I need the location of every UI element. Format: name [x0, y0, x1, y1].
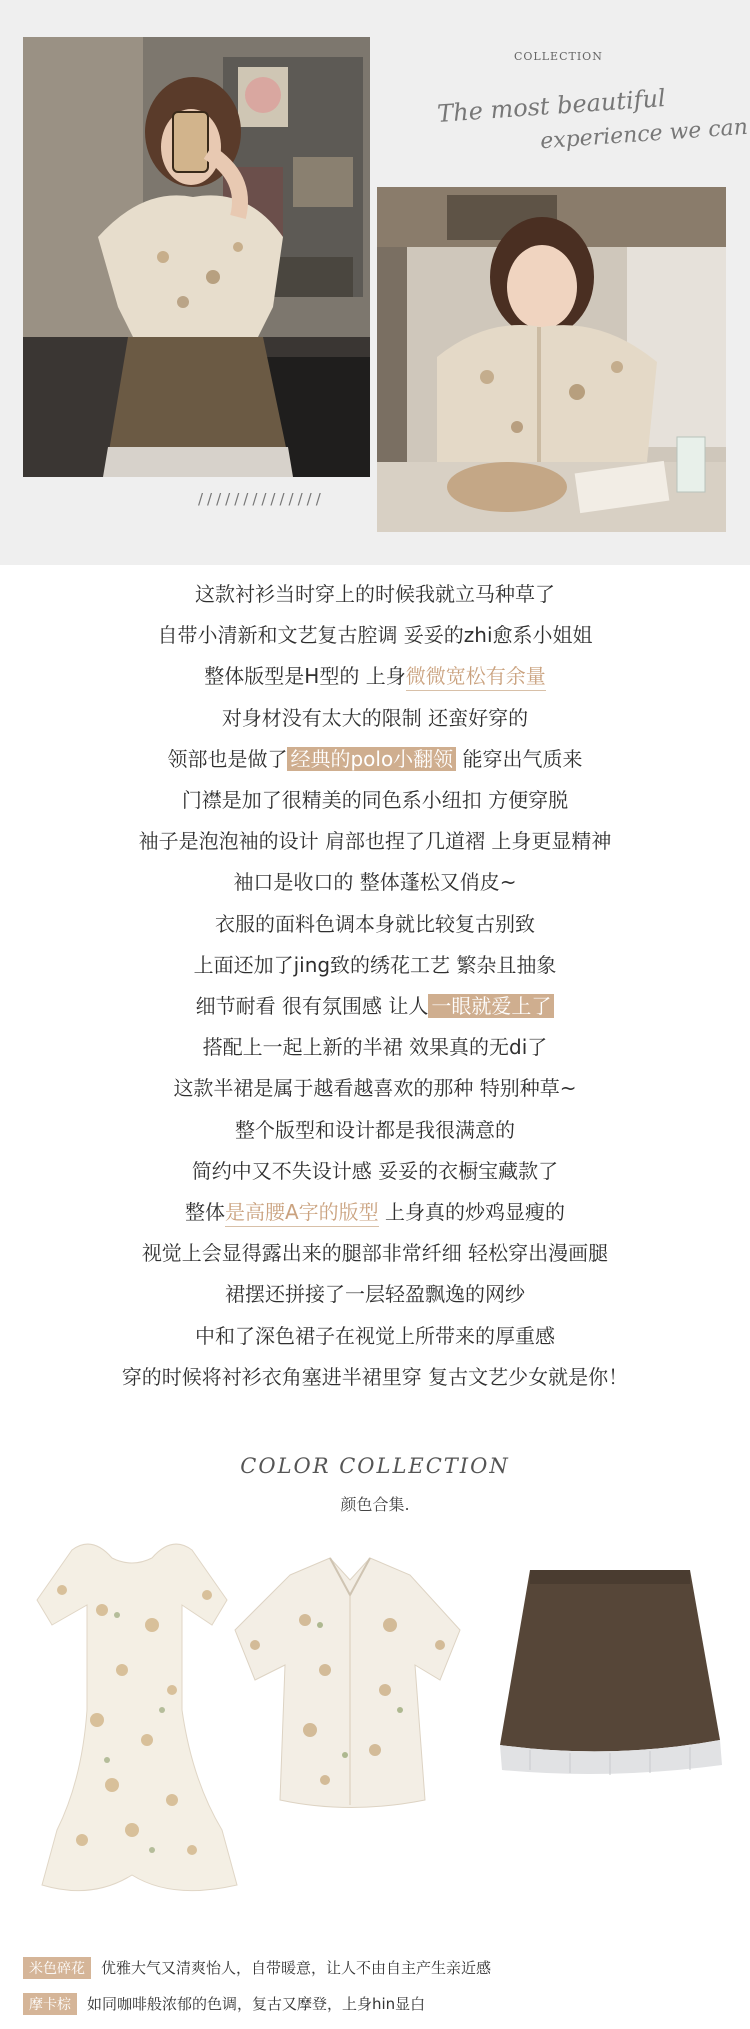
- description-line: [0, 1322, 750, 1350]
- description-line: [0, 1198, 750, 1226]
- text-segment: 自带小清新和文艺复古腔调 妥妥的zhi愈系小姐姐: [157, 623, 593, 648]
- text-segment: 整个版型和设计都是我很满意的: [235, 1117, 515, 1142]
- text-segment: 这款半裙是属于越看越喜欢的那种 特别种草~: [173, 1076, 577, 1101]
- text-segment: 视觉上会显得露出来的腿部非常纤细 轻松穿出漫画腿: [141, 1241, 609, 1266]
- color-collection-title: COLOR COLLECTION: [240, 1454, 510, 1478]
- description-line: [0, 745, 750, 773]
- text-segment: 这款衬衫当时穿上的时候我就立马种草了: [195, 582, 555, 606]
- color-item-1: [23, 1957, 491, 1979]
- highlight-block: 经典的polo小翻领: [287, 747, 456, 771]
- color-tag-1: 米色碎花: [23, 1957, 91, 1979]
- text-segment: 裙摆还拼接了一层轻盈飘逸的网纱: [225, 1282, 525, 1307]
- script-text-line2: experience we can: [539, 114, 749, 155]
- color-item-2: [23, 1993, 425, 2015]
- text-segment: 整体: [184, 1200, 225, 1224]
- highlight-text: 是高腰A字的版型: [225, 1200, 379, 1227]
- text-segment: 能穿出气质来: [456, 746, 583, 771]
- description-line: [0, 1074, 750, 1102]
- description-line: [0, 786, 750, 814]
- decorative-slashes: //////////////: [198, 490, 325, 508]
- text-segment: 衣服的面料色调本身就比较复古别致: [215, 911, 535, 936]
- floral-dress-image: [22, 1530, 242, 1900]
- text-segment: 对身材没有太大的限制 还蛮好穿的: [221, 705, 529, 730]
- text-segment: 领部也是做了: [167, 746, 288, 771]
- description-line: [0, 621, 750, 649]
- color-tag-2: 摩卡棕: [23, 1993, 77, 2015]
- text-segment: 搭配上一起上新的半裙 效果真的无di了: [202, 1035, 548, 1060]
- color-collection-subtitle: 颜色合集.: [340, 1495, 410, 1514]
- highlight-text: 微微宽松有余量: [406, 664, 546, 691]
- text-segment: 细节耐看 很有氛围感 让人: [195, 994, 429, 1018]
- description-line: [0, 992, 750, 1020]
- description-line: [0, 827, 750, 855]
- collection-label: COLLECTION: [514, 50, 603, 63]
- text-segment: 袖子是泡泡袖的设计 肩部也捏了几道褶 上身更显精神: [138, 829, 612, 854]
- text-segment: 简约中又不失设计感 妥妥的衣橱宝藏款了: [191, 1158, 559, 1183]
- hero-section: [0, 0, 750, 565]
- description-line: [0, 662, 750, 690]
- model-selfie-photo: [23, 37, 370, 477]
- model-cafe-photo: [377, 187, 726, 532]
- color-text-2: 如同咖啡般浓郁的色调，复古又摩登，上身hin显白: [87, 1995, 426, 2013]
- text-segment: 整体版型是H型的 上身: [204, 664, 406, 689]
- text-segment: 上身真的炒鸡显瘦的: [378, 1200, 566, 1224]
- description-line: [0, 951, 750, 979]
- description-line: [0, 1239, 750, 1267]
- description-line: [0, 1363, 750, 1391]
- text-segment: 门襟是加了很精美的同色系小纽扣 方便穿脱: [181, 788, 569, 812]
- description-line: [0, 1157, 750, 1185]
- description-line: [0, 1116, 750, 1144]
- text-segment: 上面还加了jing致的绣花工艺 繁杂且抽象: [193, 952, 557, 977]
- floral-blouse-image: [225, 1550, 470, 1820]
- description-line: [0, 868, 750, 896]
- description-line: [0, 580, 750, 608]
- description-line: [0, 1280, 750, 1308]
- description-line: [0, 910, 750, 938]
- script-text-line1: The most beautiful: [436, 84, 667, 128]
- description-line: [0, 704, 750, 732]
- text-segment: 穿的时候将衬衫衣角塞进半裙里穿 复古文艺少女就是你！: [121, 1364, 629, 1389]
- text-segment: 袖口是收口的 整体蓬松又俏皮~: [233, 870, 517, 895]
- description-line: [0, 1033, 750, 1061]
- color-text-1: 优雅大气又清爽怡人，自带暖意，让人不由自主产生亲近感: [101, 1959, 492, 1977]
- brown-skirt-image: [490, 1565, 730, 1780]
- highlight-block: 一眼就爱上了: [428, 994, 554, 1018]
- text-segment: 中和了深色裙子在视觉上所带来的厚重感: [195, 1323, 555, 1348]
